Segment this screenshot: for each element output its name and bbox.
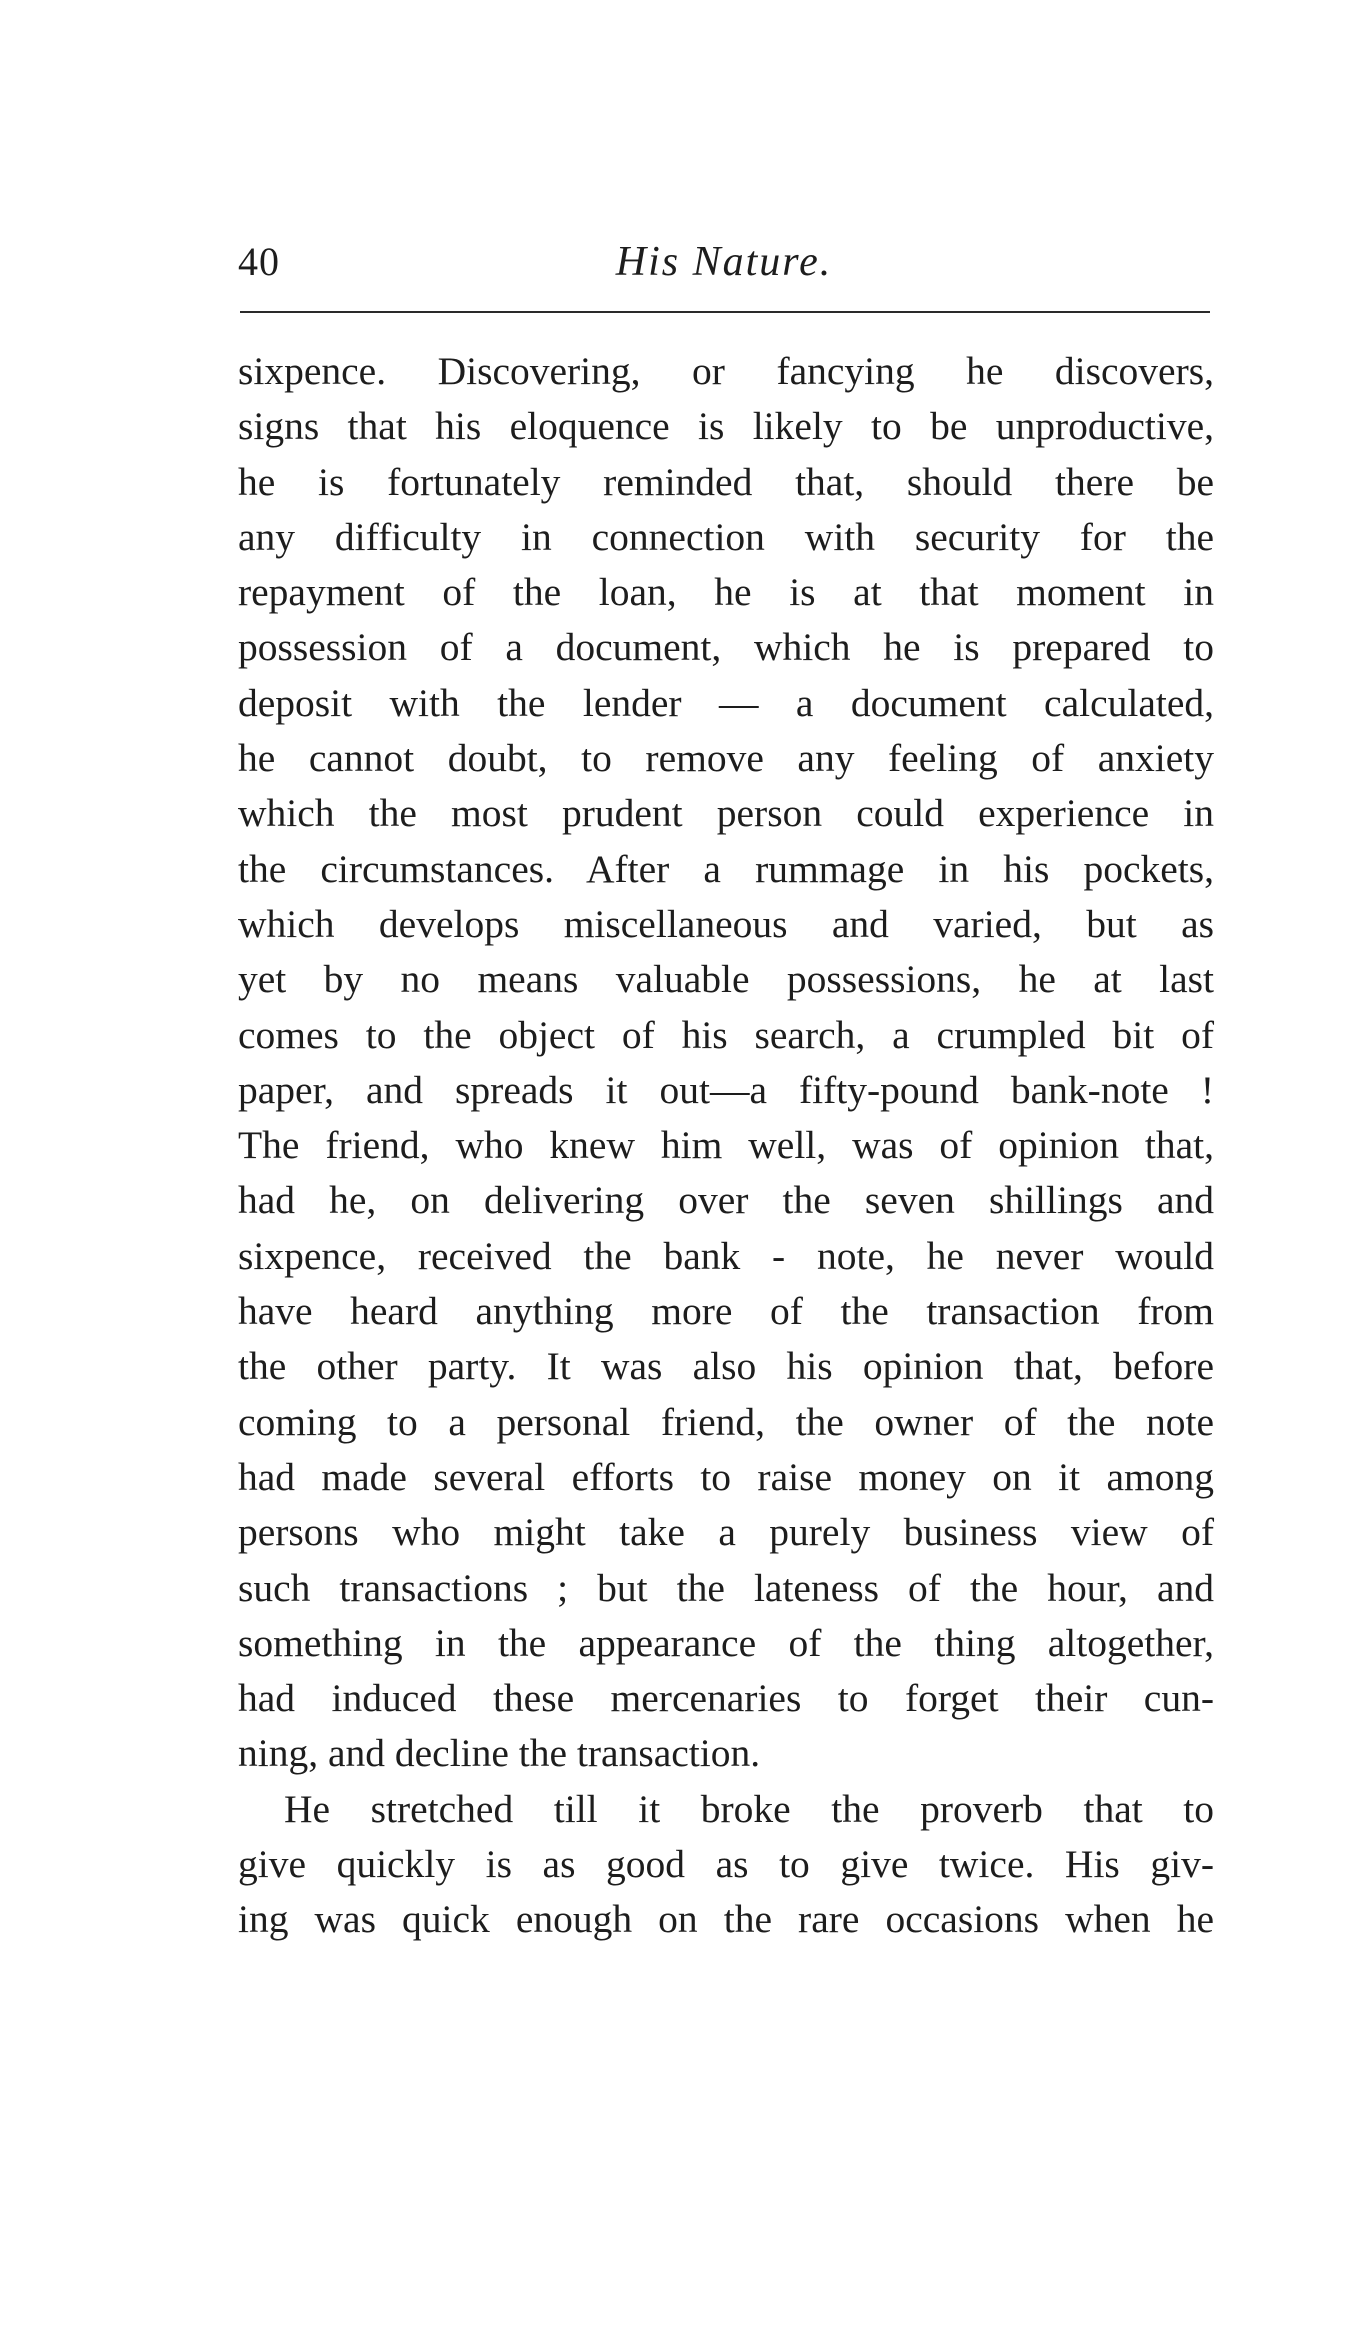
text-line: had made several efforts to raise money on it among xyxy=(238,1454,1214,1499)
text-line: had he, on delivering over the seven shillings and xyxy=(238,1178,1214,1223)
text-line: yet by no means valuable possessions, he at last xyxy=(238,957,1214,1002)
text-line: ning, and decline the transaction. xyxy=(238,1731,761,1776)
text-line: sixpence. Discovering, or fancying he discovers, xyxy=(238,349,1214,393)
text-line: persons who might take a purely business view of xyxy=(238,1510,1214,1555)
text-line: deposit with the lender — a document calculated, xyxy=(238,680,1214,725)
text-line: coming to a personal friend, the owner of the note xyxy=(238,1399,1214,1444)
text-line: repayment of the loan, he is at that moment in xyxy=(238,570,1214,615)
text-line: He stretched till it broke the proverb that to xyxy=(284,1786,1214,1831)
text-line: give quickly is as good as to give twice. His giv- xyxy=(238,1842,1214,1887)
text-line: which develops miscellaneous and varied, but as xyxy=(238,901,1214,946)
text-line: The friend, who knew him well, was of opinion that, xyxy=(238,1123,1214,1168)
running-title: His Nature. xyxy=(615,239,833,285)
text-line: have heard anything more of the transaction from xyxy=(238,1289,1214,1334)
page-number: 40 xyxy=(238,239,280,284)
text-line: had induced these mercenaries to forget their cun- xyxy=(238,1676,1214,1721)
text-line: he cannot doubt, to remove any feeling of anxiety xyxy=(238,736,1214,781)
text-line: ing was quick enough on the rare occasions when he xyxy=(238,1897,1214,1942)
text-line: any difficulty in connection with security for the xyxy=(238,514,1214,559)
text-line: sixpence, received the bank - note, he never would xyxy=(238,1233,1214,1278)
text-line: comes to the object of his search, a crumpled bit of xyxy=(238,1012,1214,1057)
text-line: such transactions ; but the lateness of the hour, and xyxy=(238,1565,1214,1610)
text-line: paper, and spreads it out—a fifty-pound bank-note ! xyxy=(238,1067,1214,1112)
text-line: the other party. It was also his opinion that, before xyxy=(238,1344,1214,1389)
body-text xyxy=(238,344,1214,1948)
text-line: something in the appearance of the thing altogether, xyxy=(238,1620,1214,1665)
text-line: the circumstances. After a rummage in his pockets, xyxy=(238,846,1214,891)
text-line: possession of a document, which he is prepared to xyxy=(238,625,1214,670)
text-line: he is fortunately reminded that, should there be xyxy=(238,459,1214,504)
text-line: signs that his eloquence is likely to be unproductive, xyxy=(238,404,1214,449)
running-head xyxy=(238,232,1210,292)
text-line: which the most prudent person could experience in xyxy=(238,791,1214,836)
header-rule xyxy=(240,311,1210,313)
